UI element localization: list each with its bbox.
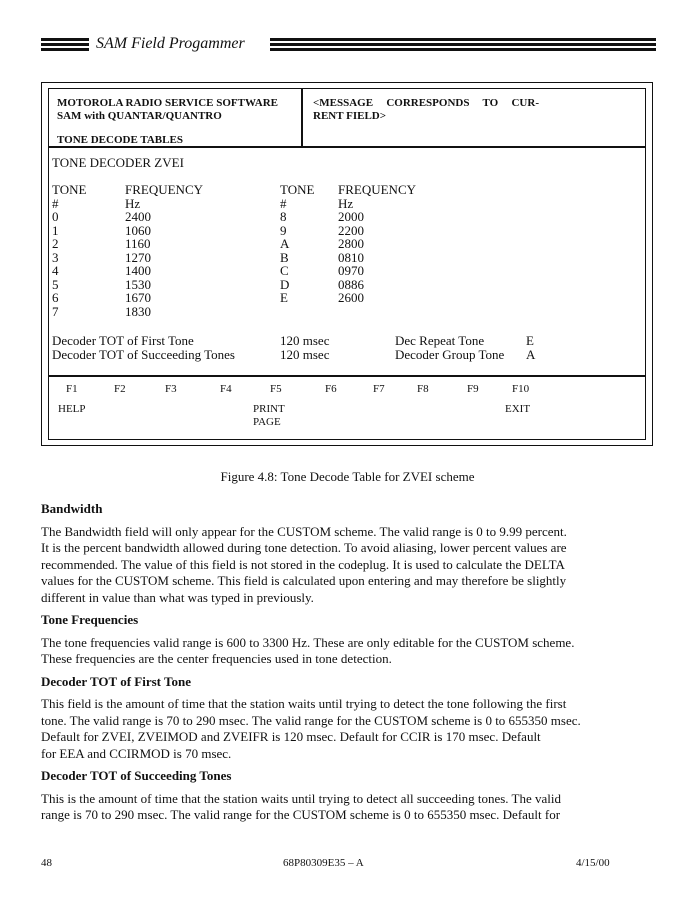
paragraph-line: It is the percent bandwidth allowed during tone detection. To avoid aliasing, lower percent values are xyxy=(41,540,567,555)
tone-frequency[interactable]: 0886 xyxy=(338,276,364,292)
paragraph-line: tone. The valid range is 70 to 290 msec. The valid range for the CUSTOM scheme is 0 to 655350 msec. xyxy=(41,712,581,728)
tone-frequency[interactable]: 1530 xyxy=(125,276,151,292)
f8-key[interactable]: F8 xyxy=(417,383,429,395)
tone-frequency[interactable]: 2000 xyxy=(338,209,364,224)
header-rule xyxy=(41,38,89,41)
paragraph-line: for EEA and CCIRMOD is 70 msec. xyxy=(41,745,232,761)
header-rule xyxy=(41,43,89,46)
decoder-name: TONE DECODER ZVEI xyxy=(52,155,184,170)
section-heading: Decoder TOT of First Tone xyxy=(41,673,191,689)
setting-row[interactable]: Decoder TOT of First Tone 120 msec Dec Repeat Tone E xyxy=(52,333,534,348)
help-key-label[interactable]: HELP xyxy=(58,403,86,415)
paragraph-line: recommended. The value of this field is not stored in the codeplug. It is used to calculate the DELTA xyxy=(41,556,565,572)
setting-row[interactable]: Decoder TOT of Succeeding Tones 120 msec Decoder Group Tone A xyxy=(52,347,536,362)
tone-number: 6 xyxy=(52,290,59,305)
tone-table-left: TONE FREQUENCY # Hz 0 2400 1 1060 2 1160 3 1270 4 1400 5 1530 6 1670 7 1830 xyxy=(52,183,332,318)
f1-key[interactable]: F1 xyxy=(66,383,78,395)
print-page-key-label[interactable]: PRINT PAGE xyxy=(253,403,285,428)
screen-divider xyxy=(301,88,303,147)
tone-row[interactable] xyxy=(280,224,560,238)
tone-frequency[interactable]: 1670 xyxy=(125,290,151,305)
header-rule xyxy=(270,48,656,51)
tone-frequency[interactable]: 1270 xyxy=(125,249,151,265)
paragraph-line: These frequencies are the center frequencies used in tone detection. xyxy=(41,651,392,666)
f7-key[interactable]: F7 xyxy=(373,383,385,395)
paragraph-line: different in value than what was typed in previously. xyxy=(41,589,314,605)
paragraph-line: values for the CUSTOM scheme. This field is calculated upon entering and may therefore be slightly xyxy=(41,573,567,588)
tone-row[interactable] xyxy=(52,305,332,319)
paragraph-line: range is 70 to 290 msec. The valid range for the CUSTOM scheme is 0 to 655350 msec. Default for xyxy=(41,807,561,822)
figure-caption: Figure 4.8: Tone Decode Table for ZVEI scheme xyxy=(220,469,475,484)
screen-message-area: <MESSAGE CORRESPONDS TO CUR- RENT FIELD> xyxy=(313,97,539,122)
header-rule xyxy=(270,43,656,46)
tone-frequency[interactable]: 0970 xyxy=(338,263,364,278)
tone-number: 4 xyxy=(52,263,59,278)
tone-number: 9 xyxy=(280,222,287,238)
f4-key[interactable]: F4 xyxy=(220,383,232,395)
tone-row[interactable] xyxy=(280,278,560,292)
tone-number: 8 xyxy=(280,209,287,224)
tone-number: 1 xyxy=(52,222,59,238)
tone-frequency[interactable]: 2800 xyxy=(338,236,364,251)
f10-key[interactable]: F10 xyxy=(512,383,530,395)
tone-number: D xyxy=(280,276,290,292)
document-date: 4/15/00 xyxy=(576,857,610,869)
tone-number: A xyxy=(280,236,290,251)
paragraph-line: The tone frequencies valid range is 600 to 3300 Hz. These are only editable for the CUSTOM scheme. xyxy=(41,634,575,650)
f9-key[interactable]: F9 xyxy=(467,383,479,395)
f6-key[interactable]: F6 xyxy=(325,383,337,395)
tone-frequency[interactable]: 0810 xyxy=(338,249,364,265)
tone-number: 2 xyxy=(52,236,59,251)
f5-key[interactable]: F5 xyxy=(270,383,282,395)
tone-row[interactable] xyxy=(280,237,560,251)
section-heading: Bandwidth xyxy=(41,501,103,516)
paragraph-line: This field is the amount of time that the station waits until trying to detect the tone following the first xyxy=(41,696,567,711)
screen-title-left: MOTOROLA RADIO SERVICE SOFTWARE SAM with QUANTAR/QUANTRO TONE DECODE TABLES xyxy=(57,97,278,146)
section-heading: Tone Frequencies xyxy=(41,612,139,627)
paragraph-line: Default for ZVEI, ZVEIMOD and ZVEIFR is 120 msec. Default for CCIR is 170 msec. Default xyxy=(41,729,541,744)
f2-key[interactable]: F2 xyxy=(114,383,126,395)
f3-key[interactable]: F3 xyxy=(165,383,177,395)
section-heading: Decoder TOT of Succeeding Tones xyxy=(41,768,232,783)
tone-row[interactable] xyxy=(280,210,560,224)
tone-row[interactable] xyxy=(280,264,560,278)
tone-number: E xyxy=(280,290,288,305)
document-number: 68P80309E35 – A xyxy=(283,857,364,869)
page-number: 48 xyxy=(41,857,52,869)
tone-frequency[interactable]: 2600 xyxy=(338,290,364,305)
paragraph-line: This is the amount of time that the station waits until trying to detect all succeeding tones. The valid xyxy=(41,790,562,806)
header-title: SAM Field Progammer xyxy=(96,35,245,52)
tone-number: C xyxy=(280,263,289,278)
tone-row[interactable] xyxy=(280,291,560,305)
tone-number: 3 xyxy=(52,249,59,265)
tone-frequency[interactable]: 1060 xyxy=(125,222,151,238)
tone-table-right: TONE FREQUENCY # Hz 8 2000 9 2200 A 2800 B 0810 C 0970 D 0886 E 2600 xyxy=(280,183,560,305)
tone-number: 5 xyxy=(52,276,59,292)
exit-key-label[interactable]: EXIT xyxy=(505,403,531,415)
tone-number: 0 xyxy=(52,209,59,224)
decoder-settings xyxy=(52,334,642,362)
tone-number: 7 xyxy=(52,303,59,319)
header-rule xyxy=(41,48,89,51)
tone-number: B xyxy=(280,249,289,265)
tone-frequency[interactable]: 1830 xyxy=(125,303,151,319)
tone-frequency[interactable]: 1160 xyxy=(125,236,151,251)
tone-frequency[interactable]: 1400 xyxy=(125,263,151,278)
tone-frequency[interactable]: 2400 xyxy=(125,209,151,224)
tone-frequency[interactable]: 2200 xyxy=(338,222,364,238)
body-text xyxy=(41,501,661,824)
screen-divider xyxy=(48,375,646,377)
header-rule xyxy=(270,38,656,41)
paragraph-line: The Bandwidth field will only appear for the CUSTOM scheme. The valid range is 0 to 9.99 percent. xyxy=(41,523,567,539)
tone-row[interactable] xyxy=(280,251,560,265)
function-key-bar xyxy=(0,383,695,397)
